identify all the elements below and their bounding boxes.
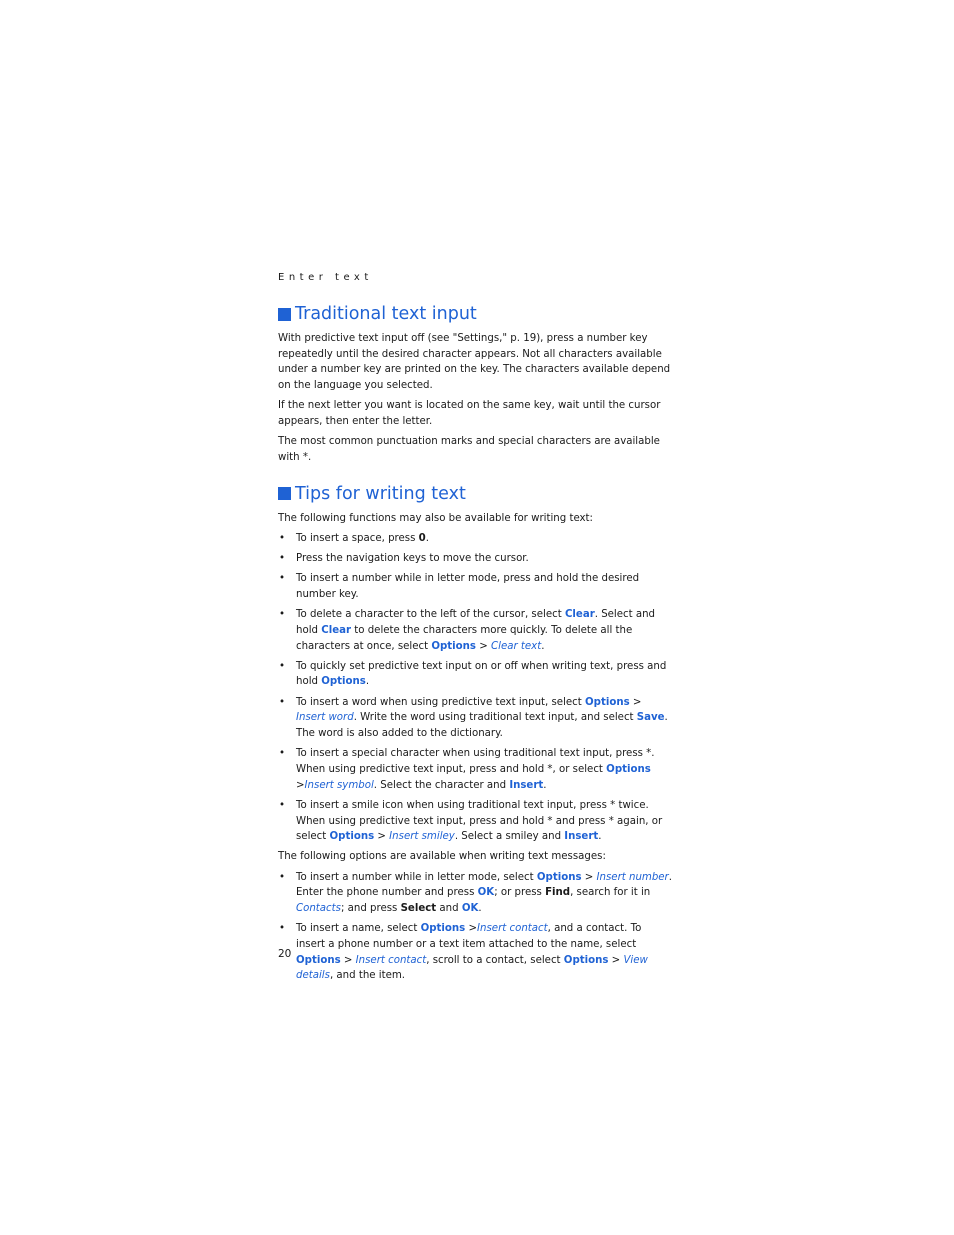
- bullet-icon: •: [279, 660, 286, 672]
- list-item: • To insert a name, select Options >Insert contact, and a contact. To insert a phone number or a text item attached to the name, select Options > Insert contact, scroll to a contact, select Options > View details, and the item.: [279, 923, 648, 982]
- manual-page: [278, 272, 673, 989]
- tips-list: [278, 531, 673, 845]
- section-title: Traditional text input: [295, 304, 477, 324]
- paragraph: The most common punctuation marks and special characters are available with *.: [278, 436, 660, 463]
- bullet-icon: •: [279, 573, 286, 585]
- softkey-label: Options: [431, 640, 476, 652]
- section-heading-tips: [278, 483, 673, 505]
- paragraph: The following options are available when writing text messages:: [278, 851, 606, 863]
- running-head: Enter text: [278, 272, 373, 283]
- bullet-icon: •: [279, 799, 286, 811]
- softkey-label: Save: [636, 712, 665, 724]
- softkey-label: Options: [329, 831, 375, 843]
- menu-option: Contacts: [296, 903, 341, 915]
- softkey-label: OK: [461, 903, 479, 915]
- bullet-icon: •: [279, 871, 286, 883]
- paragraph: With predictive text input off (see "Settings," p. 19), press a number key repeatedly until the desired character appears. Not all characters available under a number key are printed on the key. The characters available depend on the language you selected.: [278, 333, 671, 392]
- bullet-icon: •: [279, 748, 286, 760]
- message-options-list: [278, 870, 673, 984]
- list-item: • To insert a number while in letter mode, select Options > Insert number. Enter the phone number and press OK; or press Find, search for it in Contacts; and press Select and OK.: [279, 871, 672, 915]
- list-item: • To delete a character to the left of the cursor, select Clear. Select and hold Clear to delete the characters more quickly. To delete all the characters at once, select Options > Clear text.: [279, 609, 656, 652]
- list-item: • To insert a word when using predictive text input, select Options > Insert word. Write the word using traditional text input, and select Save. The word is also added to the dictionary.: [279, 696, 668, 740]
- bullet-icon: •: [279, 553, 286, 565]
- section-title: Tips for writing text: [295, 483, 466, 504]
- list-item: • To insert a space, press 0.: [278, 531, 673, 547]
- list-item: • To insert a number while in letter mode, press and hold the desired number key.: [279, 573, 640, 600]
- page-number: 20: [278, 948, 292, 960]
- softkey-label: Options: [563, 954, 609, 966]
- bullet-icon: •: [279, 609, 286, 621]
- heading-square-icon: [278, 308, 291, 321]
- key-name: 0: [418, 532, 426, 544]
- menu-option: Clear text: [491, 640, 542, 652]
- paragraph: The following functions may also be available for writing text:: [278, 512, 593, 524]
- softkey-label: Options: [296, 954, 341, 966]
- list-item: • To insert a special character when using traditional text input, press *. When using predictive text input, press and hold *, or select Options >Insert symbol. Select the character and Insert.: [279, 748, 655, 791]
- menu-option: Insert symbol: [304, 779, 374, 791]
- softkey-label: Insert: [564, 831, 599, 843]
- key-name: Select: [400, 903, 437, 915]
- menu-option: View details: [296, 954, 648, 982]
- softkey-label: Options: [321, 676, 366, 688]
- paragraph: If the next letter you want is located on the same key, wait until the cursor appears, then enter the letter.: [278, 400, 661, 428]
- softkey-label: OK: [477, 887, 495, 899]
- softkey-label: Options: [420, 923, 466, 935]
- bullet-icon: •: [279, 923, 286, 935]
- softkey-label: Options: [536, 871, 582, 883]
- list-item: • To quickly set predictive text input on or off when writing text, press and hold Options.: [279, 660, 667, 688]
- menu-option: Insert smiley: [389, 831, 455, 843]
- softkey-label: Options: [585, 696, 630, 708]
- softkey-label: Clear: [564, 609, 595, 621]
- bullet-icon: •: [279, 532, 286, 544]
- softkey-label: Insert: [509, 779, 544, 791]
- key-name: Find: [545, 887, 571, 899]
- section-heading-traditional: [278, 303, 673, 325]
- bullet-icon: •: [279, 696, 286, 708]
- softkey-label: Options: [606, 763, 651, 775]
- list-item: • Press the navigation keys to move the cursor.: [278, 551, 673, 567]
- softkey-label: Clear: [321, 624, 352, 636]
- heading-square-icon: [278, 487, 291, 500]
- menu-option: Insert contact: [355, 954, 427, 966]
- menu-option: Insert word: [296, 712, 354, 724]
- menu-option: Insert number: [596, 871, 669, 883]
- menu-option: Insert contact: [477, 923, 548, 935]
- list-item: • To insert a smile icon when using traditional text input, press * twice. When using predictive text input, press and hold * and press * again, or select Options > Insert smiley. Select a smiley and Insert.: [279, 799, 663, 843]
